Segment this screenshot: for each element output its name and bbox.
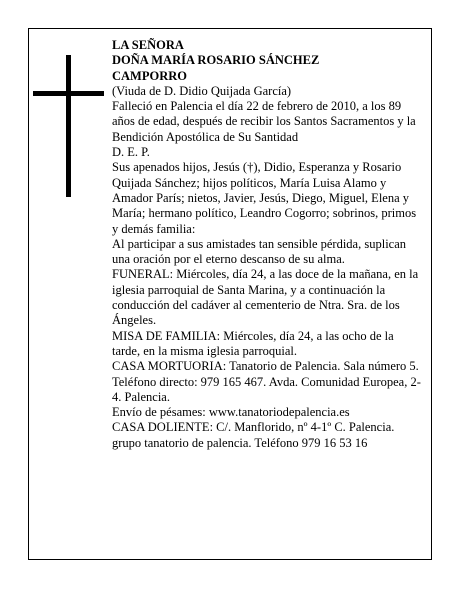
header-line-1: LA SEÑORA [112,38,184,52]
mortuoria-paragraph: CASA MORTUORIA: Tanatorio de Palencia. Sala número 5. Teléfono directo: 979 165 467. Avda. Comunidad Europea, 2-4. Palencia. [112,359,421,404]
family-paragraph: Sus apenados hijos, Jesús (†), Didio, Esperanza y Rosario Quijada Sánchez; hijos políticos, María Luisa Alamo y Amador París; nietos, Javier, Jesús, Diego, Miguel, Elena y María; hermano político, Leandro Cogorro; sobrinos, primos y demás familia: [112,160,417,236]
funeral-paragraph: FUNERAL: Miércoles, día 24, a las doce de la mañana, en la iglesia parroquial de Santa Marina, y a continuación la conducción del cadáver al cementerio de Ntra. Sra. de los Ángeles. [112,267,419,328]
header-line-2: DOÑA MARÍA ROSARIO SÁNCHEZ [112,53,320,68]
cross-icon-bar [33,91,104,96]
request-paragraph: Al participar a sus amistades tan sensible pérdida, suplican una oración por el eterno descanso de su alma. [112,236,407,267]
misa-paragraph: MISA DE FAMILIA: Miércoles, día 24, a las ocho de la tarde, en la misma iglesia parroquial. [112,328,394,358]
header-line-3: CAMPORRO [112,68,187,83]
widow-note: (Viuda de D. Didio Quijada García) [112,83,292,98]
rip: D. E. P. [112,145,150,160]
death-paragraph: Falleció en Palencia el día 22 de febrero de 2010, a los 89 años de edad, después de recibir los Santos Sacramentos y la Bendición Apostólica de Su Santidad [112,99,416,144]
doliente-paragraph: CASA DOLIENTE: C/. Manflorido, nº 4-1º C. Palencia. [112,420,395,435]
cross-icon [66,55,71,197]
pesames-line: Envío de pésames: www.tanatoriodepalencia.es [112,405,350,420]
grupo-line: grupo tanatorio de palencia. Teléfono 979 16 53 16 [112,435,368,450]
obituary-text [112,38,424,451]
